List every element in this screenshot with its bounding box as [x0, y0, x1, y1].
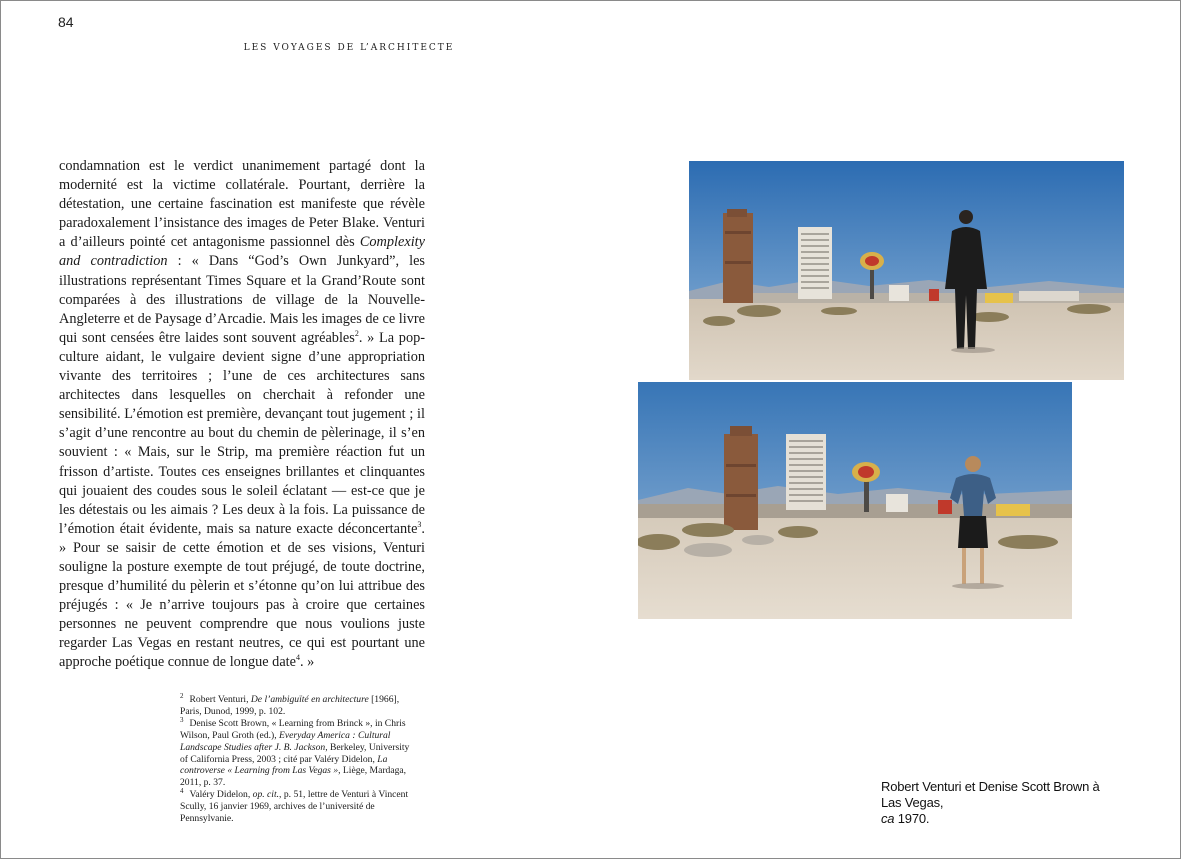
photo-denise-scott-brown: [638, 382, 1072, 619]
body-text: [59, 157, 425, 673]
footnote-ref[interactable]: 3: [417, 520, 422, 530]
caption-line: ca 1970.: [881, 811, 930, 826]
caption-line: Robert Venturi et Denise Scott Brown à Las Vegas,: [881, 779, 1100, 810]
body-paragraph: condamnation est le verdict unanimement partagé dont la modernité est la victime collatérale. Pourtant, derrière la détestation, une certaine fascination est manifeste que révèle paradoxalement l’insistance des images de Peter Blake. Venturi a d’ailleurs pointé cet antagonisme passionnel dès Complexity and contradiction : « Dans “God’s Own Junkyard”, les illustrations représentant Times Square et la Grand’Route sont comparées à des illustrations de village de la Nouvelle-Angleterre et de Paysage d’Arcadie. Mais les images de ce livre qui sont censées être laides sont souvent agréables$^2$. » La pop-culture aidant, le vulgaire devient signe d’une appropriation vivante des territoires ; l’une de ces architectures sans architectes dans lesquelles on cherchait à refonder une sensibilité. L’émotion est première, devançant tout jugement ; il s’agit d’une rencontre au bout du chemin de pèlerinage, il s’en souvient : « Mais, sur le Strip, ma première réaction fut un frisson d’artiste. Toutes ces enseignes brillantes et clinquantes qui jouaient des coudes sous le soleil éclatant — est-ce que je les détestais ou les aimais ? Les deux à la fois. La puissance de l’émotion était évidente, mais sa nature exacte déconcertante$^3$. » Pour se saisir de cette émotion et de ses visions, Venturi souligne la posture exempte de tout préjugé, de toute doctrine, presque d’humilité du pèlerin et s’étonne qu’on lui attribue des préjugés : « Je n’arrive toujours pas à croire que certaines personnes ne peuvent comprendre que nous voulions juste regarder Las Vegas en restant neutres, ce qui est pourtant une approche poétique connue de longue date$^4$. »: [59, 158, 426, 671]
photo-robert-venturi: [689, 161, 1124, 380]
footnote-ref[interactable]: 2: [354, 329, 359, 339]
running-head: LES VOYAGES DE L’ARCHITECTE: [243, 43, 455, 53]
footnote: $^2$ Robert Venturi, De l’ambiguïté en architecture [1966], Paris, Dunod, 1999, p. 102.: [180, 691, 400, 717]
footnotes: [180, 691, 416, 825]
book-title: Complexity and contradiction: [59, 234, 425, 270]
footnote-ref[interactable]: 4: [296, 653, 300, 663]
page-number: 84: [58, 14, 74, 30]
footnote: $^4$ Valéry Didelon, op. cit., p. 51, lettre de Venturi à Vincent Scully, 16 janvier 1969, archives de l’université de Pennsylvanie.: [180, 787, 409, 825]
photo-caption: [881, 779, 1121, 827]
footnote: $^3$ Denise Scott Brown, « Learning from Brinck », in Chris Wilson, Paul Groth (ed.), Everyday America : Cultural Landscape Studies after J. B. Jackson, Berkeley, University of California Press, 2003 ; cité par Valéry Didelon, La controverse « Learning from Las Vegas », Liège, Mardaga, 2011, p. 37.: [180, 715, 410, 789]
